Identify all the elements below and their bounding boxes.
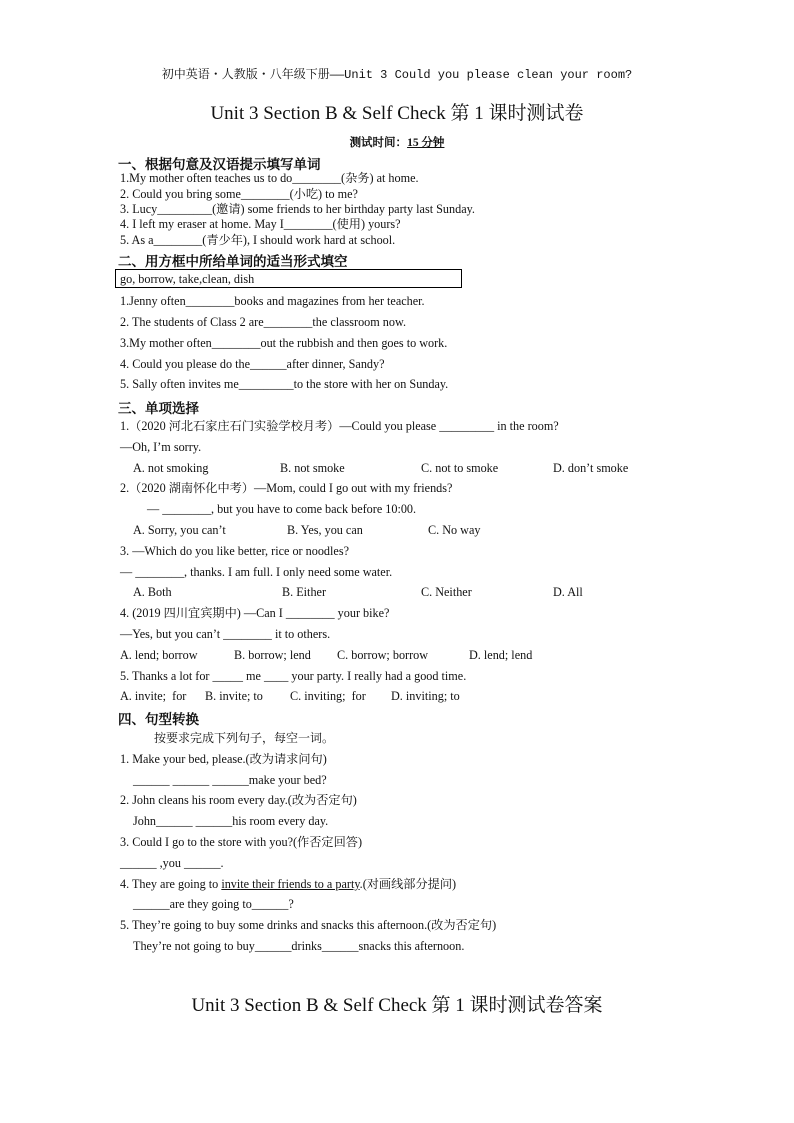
q4-stem: 4. (2019 四川宜宾期中) —Can I ________ your bike? <box>120 606 390 620</box>
q4-option-a: A. lend; borrow <box>120 648 198 662</box>
q1-option-a: A. not smoking <box>133 461 209 475</box>
q4-option-b: B. borrow; lend <box>234 648 311 662</box>
q1-stem: 1.（2020 河北石家庄石门实验学校月考）—Could you please _________ in the room? <box>120 419 559 433</box>
q3-reply: — ________, thanks. I am full. I only need some water. <box>120 565 393 579</box>
q3-option-c: C. Neither <box>421 585 472 599</box>
part1-item: 5. As a________(青少年), I should work hard at school. <box>120 233 396 247</box>
part1-item: 4. I left my eraser at home. May I________(使用) yours? <box>120 217 401 231</box>
part4-q4-before: 4. They are going to <box>120 877 222 891</box>
q4-option-c: C. borrow; borrow <box>337 648 429 662</box>
q2-stem: 2.（2020 湖南怀化中考）—Mom, could I go out with my friends? <box>120 481 453 495</box>
answer-key-title: Unit 3 Section B & Self Check 第 1 课时测试卷答案 <box>191 995 603 1016</box>
q4-reply: —Yes, but you can’t ________ it to others. <box>120 627 331 641</box>
part4-q2: 2. John cleans his room every day.(改为否定句) <box>120 793 357 807</box>
word-box: go, borrow, take,clean, dish <box>115 269 462 288</box>
q3-option-b: B. Either <box>282 585 327 599</box>
q4-option-d: D. lend; lend <box>469 648 533 662</box>
part2-item: 2. The students of Class 2 are________the classroom now. <box>120 315 407 329</box>
q1-reply: —Oh, I’m sorry. <box>120 440 202 454</box>
test-time-label: 测试时间： <box>349 137 408 149</box>
section-heading-2: 二、用方框中所给单词的适当形式填空 <box>118 254 348 270</box>
part4-q1-answer: ______ ______ ______make your bed? <box>133 773 327 787</box>
q5-option-a: A. invite; for <box>120 689 187 703</box>
q5-stem: 5. Thanks a lot for _____ me ____ your party. I really had a good time. <box>120 669 467 683</box>
q1-option-b: B. not smoke <box>280 461 345 475</box>
page-title: Unit 3 Section B & Self Check 第 1 课时测试卷 <box>210 103 584 124</box>
q3-option-d: D. All <box>553 585 583 599</box>
q2-option-c: C. No way <box>428 523 481 537</box>
part2-item: 1.Jenny often________books and magazines from her teacher. <box>120 294 425 308</box>
q2-option-b: B. Yes, you can <box>287 523 363 537</box>
q3-stem: 3. —Which do you like better, rice or noodles? <box>120 544 349 558</box>
part4-q2-answer: John______ ______his room every day. <box>133 814 329 828</box>
part4-q4-after: .(对画线部分提问) <box>359 877 457 891</box>
section-heading-4: 四、句型转换 <box>118 712 199 728</box>
q1-option-c: C. not to smoke <box>421 461 499 475</box>
test-time-value: 15 分钟 <box>407 137 445 149</box>
part2-item: 3.My mother often________out the rubbish and then goes to work. <box>120 336 448 350</box>
section-heading-3: 三、单项选择 <box>118 401 199 417</box>
part4-q4-answer: ______are they going to______? <box>133 897 294 911</box>
part4-q5: 5. They’re going to buy some drinks and snacks this afternoon.(改为否定句) <box>120 918 497 932</box>
q5-option-d: D. inviting; to <box>391 689 460 703</box>
part4-instruction: 按要求完成下列句子，每空一词。 <box>154 731 335 745</box>
part4-q3: 3. Could I go to the store with you?(作否定回答) <box>120 835 363 849</box>
part4-q1: 1. Make your bed, please.(改为请求问句) <box>120 752 327 766</box>
test-time <box>0 134 794 150</box>
part1-item: 3. Lucy_________(邀请) some friends to her birthday party last Sunday. <box>120 202 475 216</box>
q5-option-c: C. inviting; for <box>290 689 366 703</box>
q2-reply: — ________, but you have to come back before 10:00. <box>147 502 417 516</box>
part4-q4-underlined: invite their friends to a party <box>221 877 360 891</box>
breadcrumb: 初中英语・人教版・八年级下册——Unit 3 Could you please clean your room? <box>161 68 633 82</box>
part1-item: 1.My mother often teaches us to do________(杂务) at home. <box>120 171 419 185</box>
part4-q5-answer: They’re not going to buy______drinks______snacks this afternoon. <box>133 939 465 953</box>
part4-q3-answer: ______ ,you ______. <box>120 856 224 870</box>
part1-item: 2. Could you bring some________(小吃) to me? <box>120 187 358 201</box>
q2-option-a: A. Sorry, you can’t <box>133 523 226 537</box>
part2-item: 5. Sally often invites me_________to the store with her on Sunday. <box>120 377 449 391</box>
part2-item: 4. Could you please do the______after dinner, Sandy? <box>120 357 385 371</box>
q3-option-a: A. Both <box>133 585 172 599</box>
q1-option-d: D. don’t smoke <box>553 461 629 475</box>
part4-q4 <box>120 877 456 892</box>
section-heading-1: 一、根据句意及汉语提示填写单词 <box>118 157 321 173</box>
q5-option-b: B. invite; to <box>205 689 263 703</box>
